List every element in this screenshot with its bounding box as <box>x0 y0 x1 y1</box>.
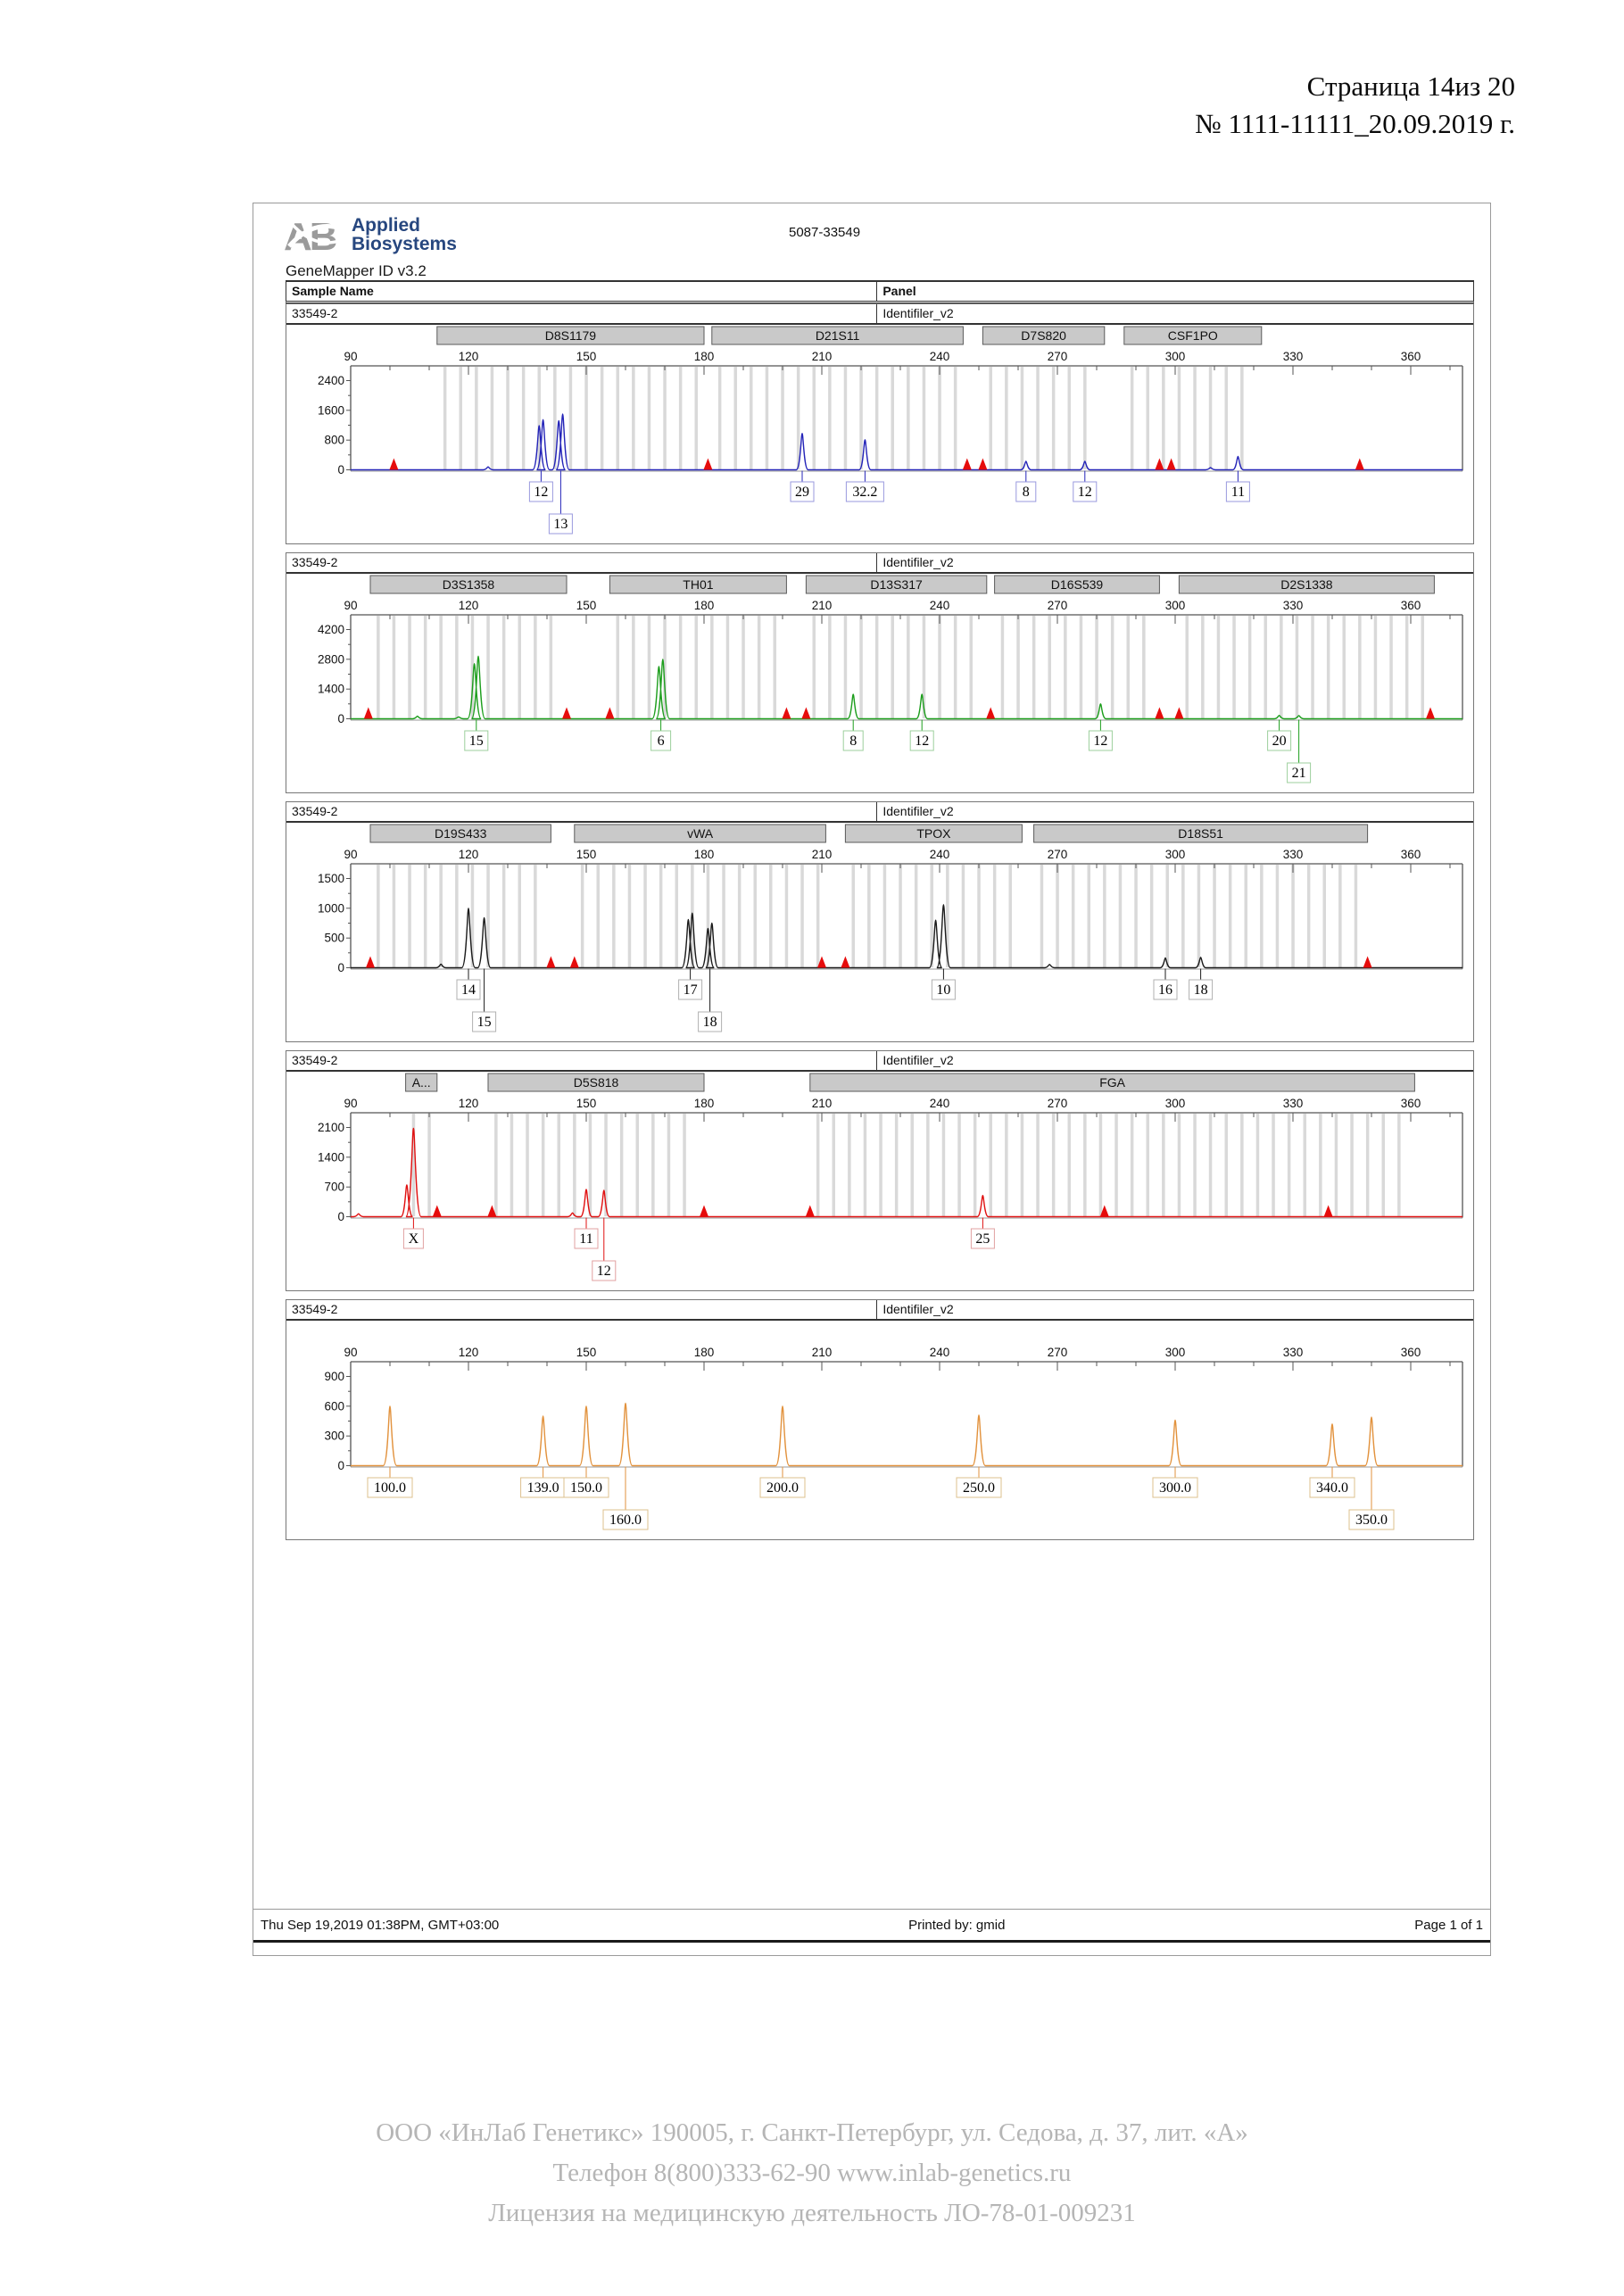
sample-name-value: 33549-2 <box>286 304 877 323</box>
plot-area <box>286 1321 1473 1539</box>
artifact-triangle <box>963 459 972 470</box>
artifact-triangle <box>570 957 579 968</box>
svg-text:700: 700 <box>324 1180 344 1194</box>
artifact-triangle <box>366 957 375 968</box>
svg-text:360: 360 <box>1400 848 1421 861</box>
plot-area <box>286 823 1473 1041</box>
electropherogram-panel-4 <box>286 1050 1474 1291</box>
panel-sample-row <box>286 1051 1473 1072</box>
svg-text:160.0: 160.0 <box>609 1513 642 1528</box>
svg-text:16: 16 <box>1158 982 1172 998</box>
artifact-triangle <box>801 708 810 719</box>
svg-text:0: 0 <box>337 463 344 477</box>
svg-text:TPOX: TPOX <box>916 826 951 841</box>
trace-line <box>351 414 1462 470</box>
page-header <box>1195 68 1515 143</box>
svg-text:330: 330 <box>1282 350 1304 363</box>
artifact-triangle <box>1324 1206 1333 1217</box>
svg-text:29: 29 <box>795 485 809 500</box>
svg-text:100.0: 100.0 <box>374 1480 406 1496</box>
svg-text:1400: 1400 <box>317 682 344 696</box>
svg-text:150.0: 150.0 <box>570 1480 602 1496</box>
svg-text:4200: 4200 <box>317 623 344 636</box>
svg-text:21: 21 <box>1291 766 1306 781</box>
svg-text:270: 270 <box>1047 350 1068 363</box>
applied-biosystems-logo <box>284 216 457 257</box>
artifact-triangle <box>562 708 571 719</box>
sample-name-value: 33549-2 <box>286 1051 877 1070</box>
svg-text:210: 210 <box>811 848 833 861</box>
svg-text:0: 0 <box>337 961 344 974</box>
case-number-line: № 1111-11111_20.09.2019 г. <box>1195 108 1515 139</box>
app-version: GeneMapper ID v3.2 <box>286 262 427 279</box>
electropherogram-svg <box>286 574 1475 788</box>
electropherogram-panels <box>286 280 1474 1548</box>
artifact-triangle <box>841 957 849 968</box>
svg-text:340.0: 340.0 <box>1316 1480 1348 1496</box>
ab-logo-icon <box>284 216 346 257</box>
svg-text:600: 600 <box>324 1399 344 1413</box>
svg-text:1600: 1600 <box>317 403 344 418</box>
svg-text:240: 240 <box>929 599 950 612</box>
artifact-triangle <box>1167 459 1176 470</box>
svg-text:25: 25 <box>975 1231 990 1247</box>
svg-text:300: 300 <box>1164 848 1186 861</box>
svg-text:2100: 2100 <box>317 1121 344 1134</box>
panel-sample-row <box>286 1300 1473 1321</box>
svg-text:0: 0 <box>337 712 344 725</box>
svg-text:90: 90 <box>344 1097 358 1110</box>
svg-text:90: 90 <box>344 599 358 612</box>
electropherogram-svg <box>286 1072 1475 1286</box>
sample-name-value: 33549-2 <box>286 553 877 572</box>
svg-text:180: 180 <box>693 1097 715 1110</box>
electropherogram-panel-2 <box>286 552 1474 793</box>
artifact-triangle <box>605 708 614 719</box>
svg-text:18: 18 <box>702 1015 717 1030</box>
svg-text:0: 0 <box>337 1210 344 1223</box>
svg-text:150: 150 <box>576 350 597 363</box>
svg-text:12: 12 <box>534 485 549 500</box>
svg-text:240: 240 <box>929 848 950 861</box>
artifact-triangle <box>700 1206 708 1217</box>
svg-text:12: 12 <box>1093 734 1108 749</box>
svg-text:180: 180 <box>693 350 715 363</box>
electropherogram-panel-3 <box>286 801 1474 1042</box>
svg-text:150: 150 <box>576 599 597 612</box>
svg-text:300: 300 <box>1164 1346 1186 1359</box>
artifact-triangle <box>1363 957 1372 968</box>
svg-text:FGA: FGA <box>1099 1075 1125 1090</box>
svg-text:270: 270 <box>1047 848 1068 861</box>
electropherogram-panel-1 <box>286 303 1474 544</box>
svg-text:D13S317: D13S317 <box>870 577 923 592</box>
svg-text:900: 900 <box>324 1370 344 1383</box>
print-timestamp: Thu Sep 19,2019 01:38PM, GMT+03:00 <box>261 1917 500 1933</box>
svg-text:210: 210 <box>811 599 833 612</box>
svg-text:360: 360 <box>1400 350 1421 363</box>
svg-text:180: 180 <box>693 1346 715 1359</box>
svg-text:150: 150 <box>576 1346 597 1359</box>
artifact-triangle <box>703 459 712 470</box>
svg-text:120: 120 <box>458 1346 479 1359</box>
svg-text:150: 150 <box>576 848 597 861</box>
artifact-triangle <box>1426 708 1435 719</box>
svg-text:15: 15 <box>468 734 484 749</box>
svg-text:12: 12 <box>596 1264 611 1279</box>
panel-sample-row <box>286 553 1473 574</box>
svg-text:240: 240 <box>929 1346 950 1359</box>
svg-text:vWA: vWA <box>687 826 714 841</box>
svg-text:180: 180 <box>693 599 715 612</box>
svg-text:120: 120 <box>458 350 479 363</box>
svg-text:CSF1PO: CSF1PO <box>1167 328 1218 343</box>
artifact-triangle <box>433 1206 442 1217</box>
panel-name-value: Identifiler_v2 <box>882 555 954 569</box>
svg-text:800: 800 <box>324 433 344 447</box>
sample-name-value: 33549-2 <box>286 1300 877 1319</box>
artifact-triangle <box>1155 708 1164 719</box>
svg-text:D18S51: D18S51 <box>1178 826 1223 841</box>
svg-text:270: 270 <box>1047 599 1068 612</box>
svg-text:300: 300 <box>1164 599 1186 612</box>
svg-text:2400: 2400 <box>317 374 344 387</box>
svg-text:300: 300 <box>1164 1097 1186 1110</box>
electropherogram-svg <box>286 823 1475 1037</box>
svg-text:210: 210 <box>811 1097 833 1110</box>
svg-text:350.0: 350.0 <box>1355 1513 1388 1528</box>
svg-text:D19S433: D19S433 <box>435 826 487 841</box>
svg-text:D21S11: D21S11 <box>815 328 860 343</box>
svg-text:17: 17 <box>683 982 698 998</box>
svg-text:90: 90 <box>344 350 358 363</box>
svg-text:210: 210 <box>811 1346 833 1359</box>
page-number-line: Страница 14из 20 <box>1306 70 1515 102</box>
svg-text:360: 360 <box>1400 599 1421 612</box>
svg-text:18: 18 <box>1193 982 1208 998</box>
panel-name-value: Identifiler_v2 <box>882 804 954 818</box>
artifact-triangle <box>986 708 995 719</box>
artifact-triangle <box>364 708 373 719</box>
svg-text:12: 12 <box>915 734 930 749</box>
svg-text:240: 240 <box>929 1097 950 1110</box>
svg-text:D16S539: D16S539 <box>1050 577 1104 592</box>
lab-license: Лицензия на медицинскую деятельность ЛО-78-01-009231 <box>488 2199 1136 2227</box>
svg-text:139.0: 139.0 <box>526 1480 559 1496</box>
lab-footer <box>0 2113 1624 2234</box>
svg-text:210: 210 <box>811 350 833 363</box>
svg-text:8: 8 <box>849 734 858 749</box>
artifact-triangle <box>546 957 555 968</box>
panel-header: Panel <box>882 284 916 298</box>
svg-text:330: 330 <box>1282 1097 1304 1110</box>
svg-text:32.2: 32.2 <box>852 485 878 500</box>
run-id: 5087-33549 <box>789 225 861 240</box>
svg-text:330: 330 <box>1282 848 1304 861</box>
svg-text:0: 0 <box>337 1459 344 1472</box>
electropherogram-panel-5 <box>286 1299 1474 1540</box>
svg-text:270: 270 <box>1047 1346 1068 1359</box>
svg-text:300: 300 <box>324 1429 344 1443</box>
svg-text:12: 12 <box>1077 485 1092 500</box>
svg-text:120: 120 <box>458 848 479 861</box>
svg-text:10: 10 <box>936 982 951 998</box>
trace-line <box>351 1129 1462 1217</box>
svg-text:300: 300 <box>1164 350 1186 363</box>
panel-name-value: Identifiler_v2 <box>882 306 954 320</box>
svg-text:150: 150 <box>576 1097 597 1110</box>
printed-by: Printed by: gmid <box>908 1917 1006 1933</box>
trace-line <box>351 1404 1462 1466</box>
svg-text:13: 13 <box>553 517 568 532</box>
sample-name-header: Sample Name <box>286 282 877 301</box>
artifact-triangle <box>1174 708 1183 719</box>
svg-text:200.0: 200.0 <box>766 1480 799 1496</box>
svg-text:1400: 1400 <box>317 1150 344 1165</box>
svg-text:A...: A... <box>411 1075 431 1090</box>
artifact-triangle <box>1355 459 1364 470</box>
genemapper-report <box>253 203 1491 1956</box>
svg-text:270: 270 <box>1047 1097 1068 1110</box>
svg-text:11: 11 <box>579 1231 593 1247</box>
svg-text:300.0: 300.0 <box>1159 1480 1191 1496</box>
svg-text:2800: 2800 <box>317 652 344 667</box>
table-header-row <box>286 280 1474 303</box>
page-count: Page 1 of 1 <box>1414 1917 1483 1933</box>
electropherogram-svg <box>286 1321 1475 1535</box>
svg-text:TH01: TH01 <box>683 577 714 592</box>
svg-text:11: 11 <box>1230 485 1246 500</box>
svg-text:D5S818: D5S818 <box>573 1075 619 1090</box>
lab-address: ООО «ИнЛаб Генетикс» 190005, г. Санкт-Петербург, ул. Седова, д. 37, лит. «А» <box>376 2118 1248 2147</box>
svg-text:X: X <box>408 1231 419 1247</box>
report-footer <box>253 1909 1490 1943</box>
svg-text:AB: AB <box>284 216 336 257</box>
svg-text:90: 90 <box>344 848 358 861</box>
svg-text:120: 120 <box>458 1097 479 1110</box>
svg-text:14: 14 <box>461 982 476 998</box>
svg-text:120: 120 <box>458 599 479 612</box>
plot-area <box>286 574 1473 792</box>
svg-text:D2S1338: D2S1338 <box>1280 577 1333 592</box>
artifact-triangle <box>978 459 987 470</box>
trace-line <box>351 905 1462 968</box>
svg-text:330: 330 <box>1282 599 1304 612</box>
panel-sample-row <box>286 802 1473 823</box>
svg-text:D8S1179: D8S1179 <box>544 328 597 343</box>
svg-text:240: 240 <box>929 350 950 363</box>
svg-text:360: 360 <box>1400 1346 1421 1359</box>
artifact-triangle <box>782 708 791 719</box>
svg-text:250.0: 250.0 <box>963 1480 995 1496</box>
svg-text:6: 6 <box>657 734 665 749</box>
sample-name-value: 33549-2 <box>286 802 877 821</box>
svg-text:180: 180 <box>693 848 715 861</box>
plot-area <box>286 1072 1473 1290</box>
plot-area <box>286 325 1473 543</box>
ab-brand-text <box>352 216 457 253</box>
svg-text:500: 500 <box>324 931 344 945</box>
svg-text:1000: 1000 <box>317 901 344 916</box>
artifact-triangle <box>389 459 398 470</box>
svg-text:1500: 1500 <box>317 872 344 885</box>
svg-text:15: 15 <box>476 1015 492 1030</box>
svg-text:D3S1358: D3S1358 <box>442 577 495 592</box>
panel-sample-row <box>286 304 1473 325</box>
svg-text:8: 8 <box>1022 485 1030 500</box>
svg-text:D7S820: D7S820 <box>1021 328 1066 343</box>
svg-text:20: 20 <box>1272 734 1287 749</box>
panel-name-value: Identifiler_v2 <box>882 1053 954 1067</box>
electropherogram-svg <box>286 325 1475 539</box>
svg-text:90: 90 <box>344 1346 358 1359</box>
svg-text:330: 330 <box>1282 1346 1304 1359</box>
artifact-triangle <box>806 1206 815 1217</box>
brand-line2: Biosystems <box>352 234 457 254</box>
brand-line1: Applied <box>352 215 420 236</box>
lab-phone: Телефон 8(800)333-62-90 www.inlab-genetics.ru <box>552 2159 1072 2187</box>
panel-name-value: Identifiler_v2 <box>882 1302 954 1316</box>
svg-text:360: 360 <box>1400 1097 1421 1110</box>
